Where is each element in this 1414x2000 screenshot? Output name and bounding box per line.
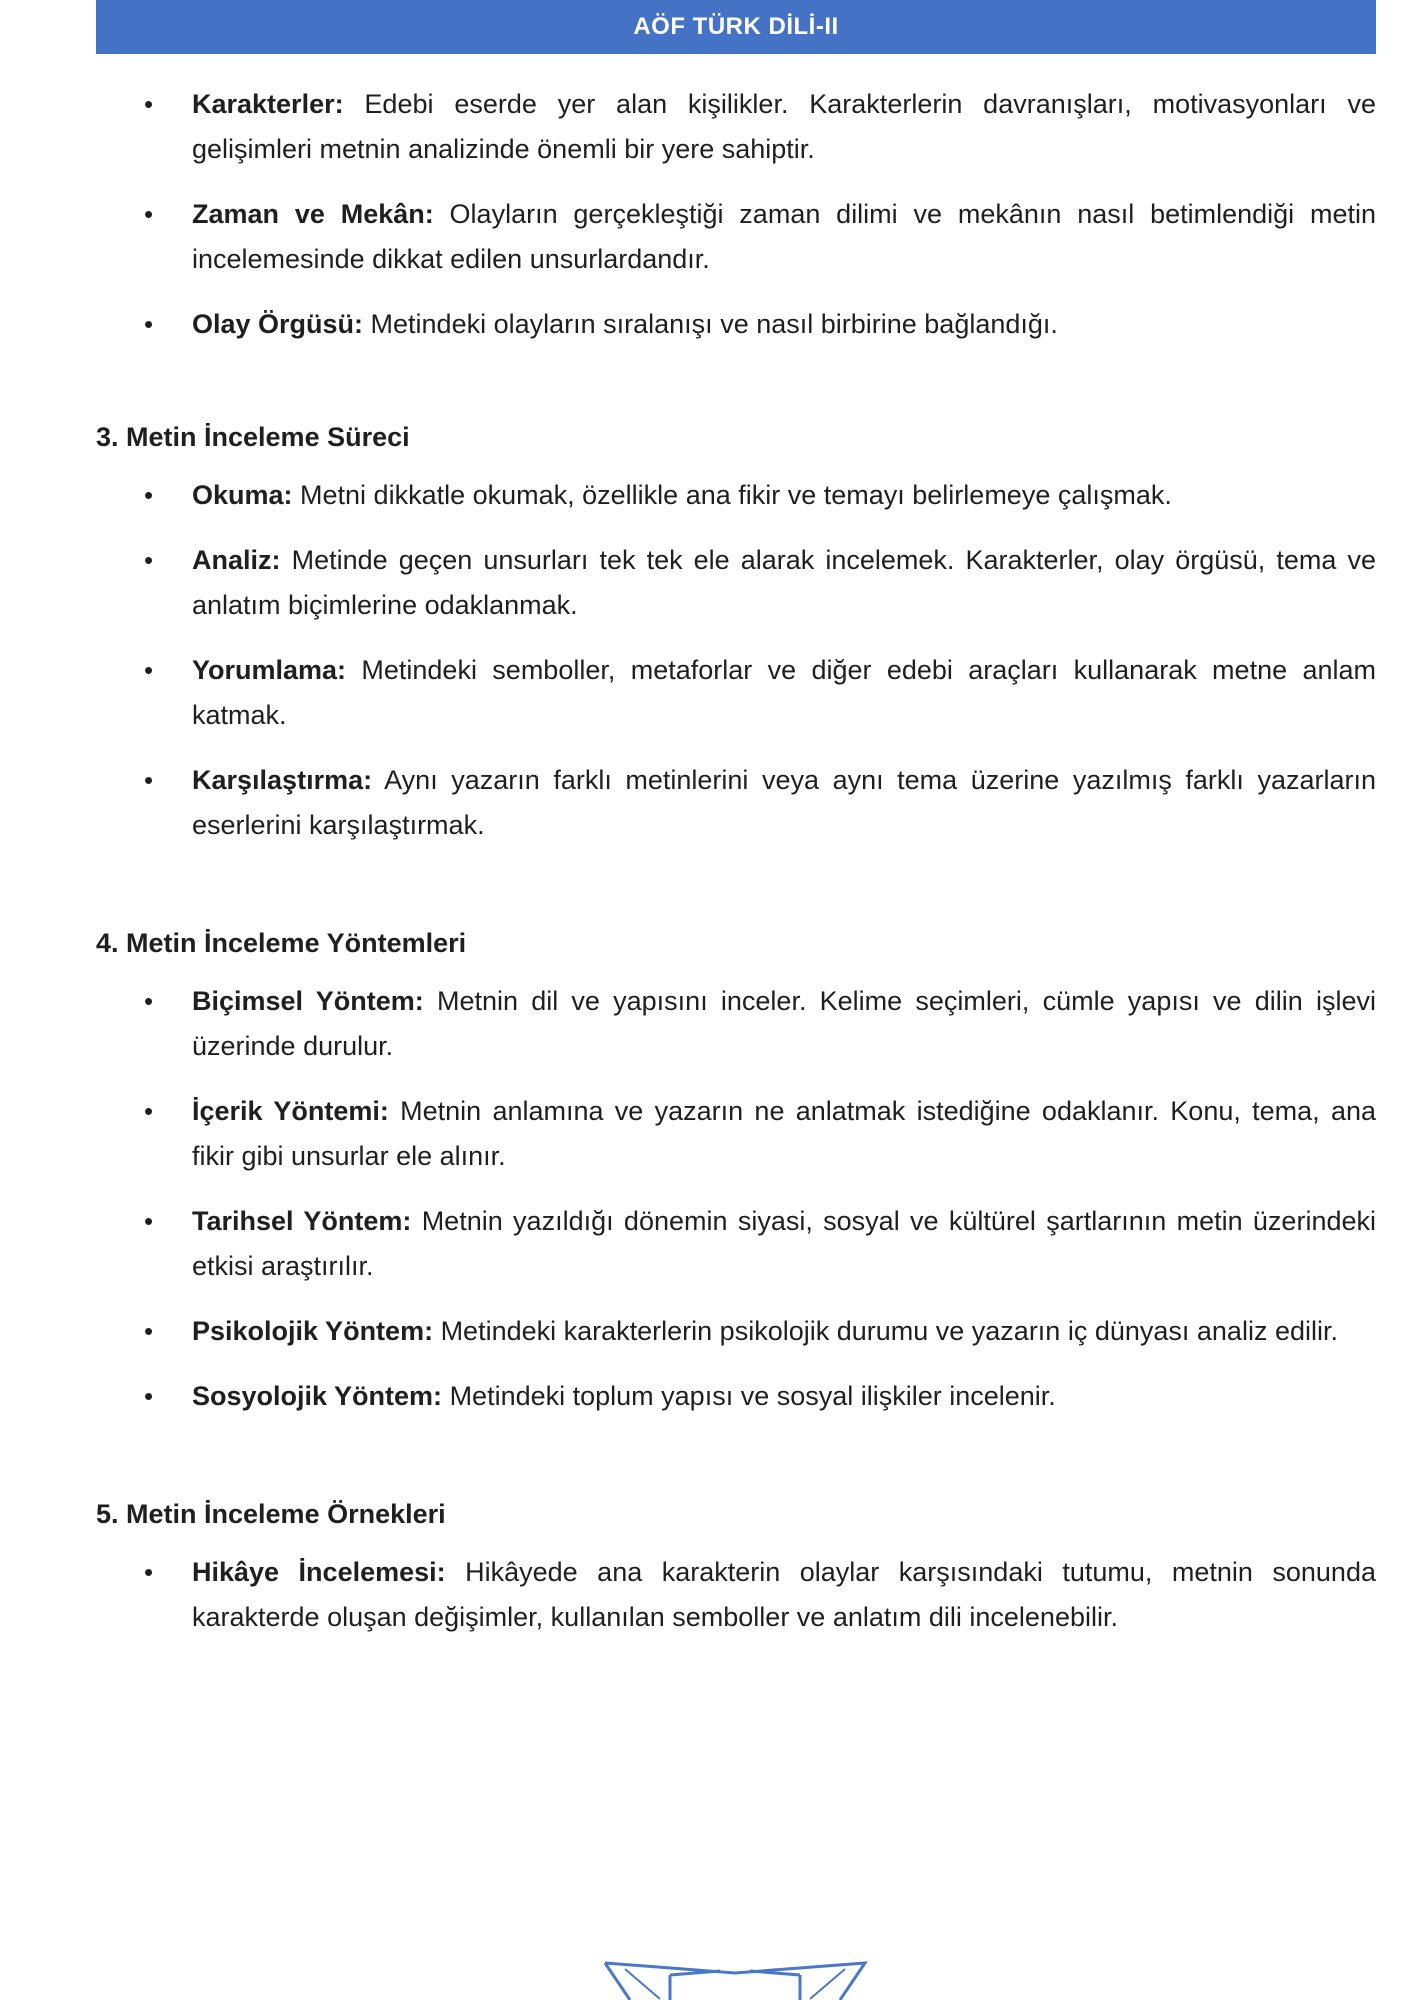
- item-term: Psikolojik Yöntem:: [192, 1316, 434, 1346]
- item-text: Hikâyede ana karakterin olaylar karşısındaki tutumu, metnin sonunda karakterde oluşan değişimler, kullanılan semboller ve anlatım dili incelenebilir.: [192, 1557, 1376, 1632]
- item-term: Olay Örgüsü:: [192, 309, 364, 339]
- item-text: Olayların gerçekleştiği zaman dilimi ve mekânın nasıl betimlendiği metin incelemesinde dikkat edilen unsurlardandır.: [192, 199, 1376, 274]
- bullet-icon: •: [144, 986, 154, 1016]
- list-item: [96, 1374, 1376, 1419]
- item-term: Karakterler:: [192, 89, 344, 119]
- list-item: [96, 1199, 1376, 1289]
- list-item: [96, 538, 1376, 628]
- list-item: [96, 1550, 1376, 1640]
- bullet-icon: •: [144, 1557, 154, 1587]
- item-term: Analiz:: [192, 545, 281, 575]
- bullet-icon: •: [144, 199, 154, 229]
- bullet-icon: •: [144, 89, 154, 119]
- page-header: [96, 0, 1376, 54]
- item-term: Sosyolojik Yöntem:: [192, 1381, 443, 1411]
- bullet-icon: •: [144, 655, 154, 685]
- list-item: [96, 192, 1376, 282]
- section-heading: 3. Metin İnceleme Süreci: [96, 422, 410, 452]
- item-text: Metindeki toplum yapısı ve sosyal ilişkiler incelenir.: [442, 1381, 1056, 1411]
- item-text: Aynı yazarın farklı metinlerini veya aynı tema üzerine yazılmış farklı yazarların eserlerini karşılaştırmak.: [192, 765, 1376, 840]
- item-term: Hikâye İncelemesi:: [192, 1557, 446, 1587]
- section3-list: [96, 473, 1376, 848]
- book-logo-icon: [600, 1955, 870, 2000]
- list-item: [96, 758, 1376, 848]
- list-item: [96, 979, 1376, 1069]
- item-text: Edebi eserde yer alan kişilikler. Karakterlerin davranışları, motivasyonları ve gelişimleri metnin analizinde önemli bir yere sahiptir.: [192, 89, 1376, 164]
- list-item: [96, 1089, 1376, 1179]
- item-term: Biçimsel Yöntem:: [192, 986, 424, 1016]
- bullet-icon: •: [144, 309, 154, 339]
- item-text: Metindeki semboller, metaforlar ve diğer edebi araçları kullanarak metne anlam katmak.: [192, 655, 1376, 730]
- item-text: Metni dikkatle okumak, özellikle ana fikir ve temayı belirlemeye çalışmak.: [292, 480, 1172, 510]
- item-term: Zaman ve Mekân:: [192, 199, 434, 229]
- item-text: Metnin yazıldığı dönemin siyasi, sosyal ve kültürel şartlarının metin üzerindeki etkisi araştırılır.: [192, 1206, 1376, 1281]
- section-heading: 4. Metin İnceleme Yöntemleri: [96, 928, 467, 958]
- list-item: [96, 82, 1376, 172]
- bullet-icon: •: [144, 1206, 154, 1236]
- item-text: Metindeki olayların sıralanışı ve nasıl birbirine bağlandığı.: [363, 309, 1058, 339]
- item-term: Okuma:: [192, 480, 293, 510]
- list-item: [96, 1309, 1376, 1354]
- intro-list: [96, 82, 1376, 347]
- item-text: Metindeki karakterlerin psikolojik durumu ve yazarın iç dünyası analiz edilir.: [433, 1316, 1338, 1346]
- section-heading: 5. Metin İnceleme Örnekleri: [96, 1499, 446, 1529]
- item-term: Yorumlama:: [192, 655, 347, 685]
- section4-list: [96, 979, 1376, 1419]
- bullet-icon: •: [144, 545, 154, 575]
- item-term: Tarihsel Yöntem:: [192, 1206, 412, 1236]
- list-item: [96, 302, 1376, 347]
- list-item: [96, 473, 1376, 518]
- item-text: Metnin anlamına ve yazarın ne anlatmak istediğine odaklanır. Konu, tema, ana fikir gibi unsurlar ele alınır.: [192, 1096, 1376, 1171]
- bullet-icon: •: [144, 765, 154, 795]
- bullet-icon: •: [144, 1381, 154, 1411]
- page-content: [96, 82, 1376, 1660]
- section5-list: [96, 1550, 1376, 1640]
- bullet-icon: •: [144, 1096, 154, 1126]
- bullet-icon: •: [144, 480, 154, 510]
- bullet-icon: •: [144, 1316, 154, 1346]
- item-text: Metinde geçen unsurları tek tek ele alarak incelemek. Karakterler, olay örgüsü, tema ve anlatım biçimlerine odaklanmak.: [192, 545, 1376, 620]
- header-title: AÖF TÜRK DİLİ-II: [633, 13, 839, 40]
- item-text: Metnin dil ve yapısını inceler. Kelime seçimleri, cümle yapısı ve dilin işlevi üzerinde durulur.: [192, 986, 1377, 1061]
- item-term: Karşılaştırma:: [192, 765, 373, 795]
- item-term: İçerik Yöntemi:: [192, 1096, 389, 1126]
- list-item: [96, 648, 1376, 738]
